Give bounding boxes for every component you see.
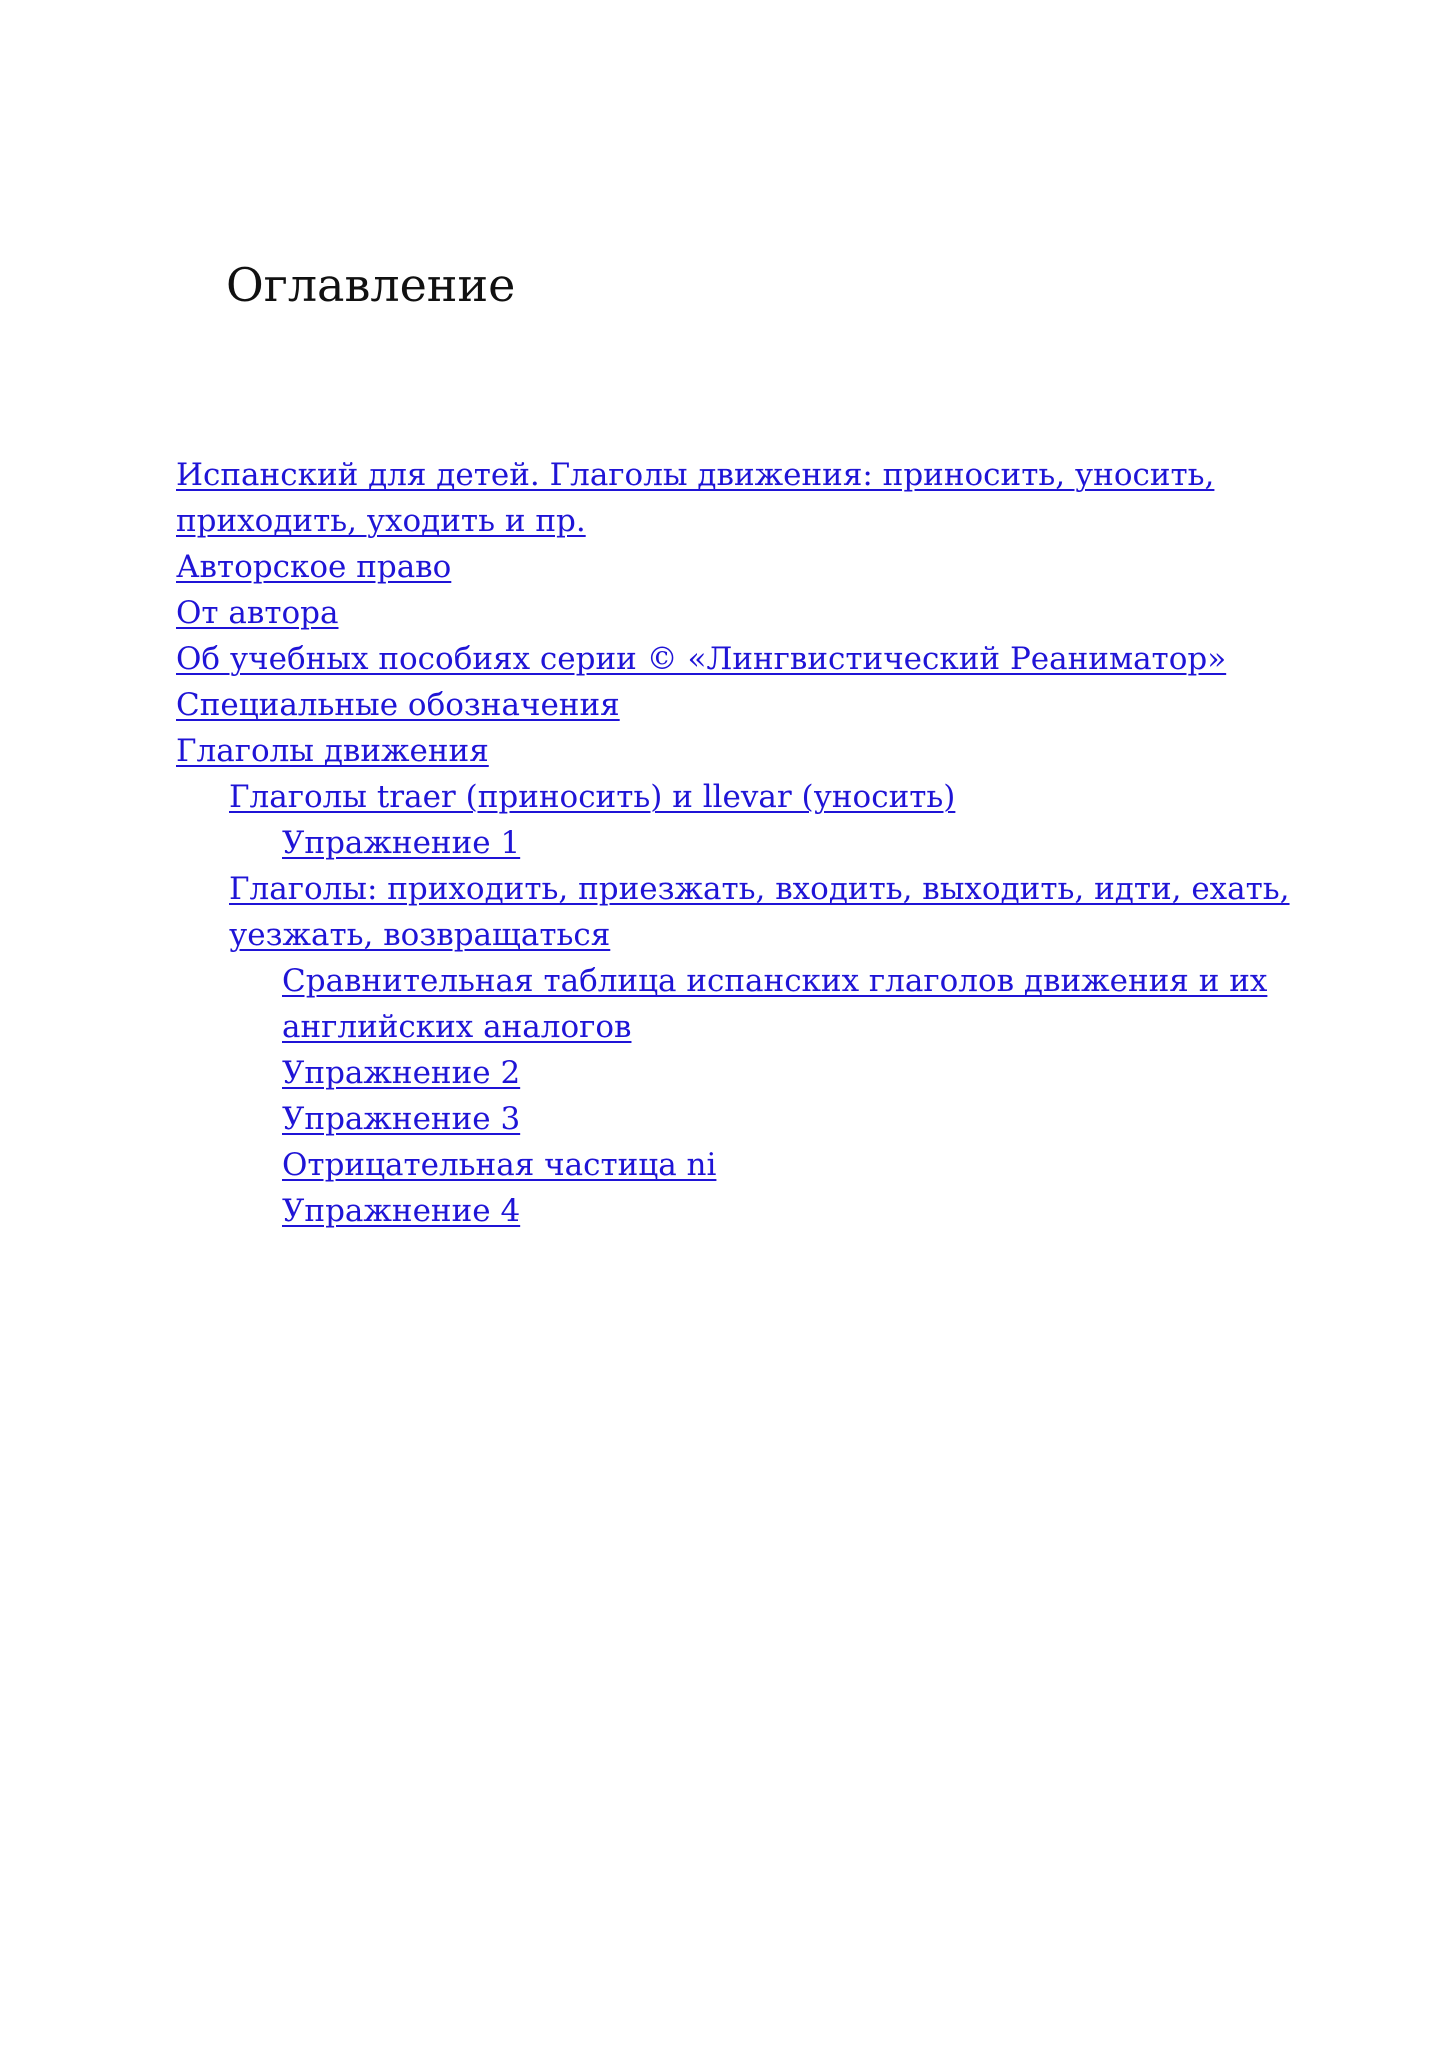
toc-item [176, 958, 1306, 1050]
toc-item [176, 774, 1306, 820]
toc-item [176, 1050, 1306, 1096]
toc-item [176, 820, 1306, 866]
toc-item [176, 452, 1306, 544]
toc-link-special-notation[interactable]: Специальные обозначения [176, 687, 620, 723]
toc-link-exercise-2[interactable]: Упражнение 2 [282, 1055, 521, 1091]
toc-item [176, 728, 1306, 774]
toc-link-exercise-1[interactable]: Упражнение 1 [282, 825, 521, 861]
toc-link-traer-llevar[interactable]: Глаголы traer (приносить) и llevar (уносить) [229, 779, 956, 815]
toc-item [176, 590, 1306, 636]
toc-item [176, 1188, 1306, 1234]
toc-item [176, 682, 1306, 728]
toc-item [176, 1142, 1306, 1188]
toc-title: Оглавление [226, 258, 516, 312]
toc-link-verbs-come-go[interactable]: Глаголы: приходить, приезжать, входить, выходить, идти, ехать, уезжать, возвращаться [229, 871, 1290, 953]
toc-item [176, 636, 1306, 682]
toc-link-copyright[interactable]: Авторское право [176, 549, 452, 585]
toc-link-book-title[interactable]: Испанский для детей. Глаголы движения: приносить, уносить, приходить, уходить и пр. [176, 457, 1215, 539]
toc-link-exercise-3[interactable]: Упражнение 3 [282, 1101, 521, 1137]
toc-link-particle-ni[interactable]: Отрицательная частица ni [282, 1147, 717, 1183]
toc-item [176, 544, 1306, 590]
toc-item [176, 1096, 1306, 1142]
toc-link-from-author[interactable]: От автора [176, 595, 339, 631]
toc-list [176, 452, 1306, 1234]
toc-link-motion-verbs[interactable]: Глаголы движения [176, 733, 489, 769]
toc-item [176, 866, 1306, 958]
toc-link-about-series[interactable]: Об учебных пособиях серии © «Лингвистический Реаниматор» [176, 641, 1227, 677]
toc-link-comparison-table[interactable]: Сравнительная таблица испанских глаголов движения и их английских аналогов [282, 963, 1268, 1045]
toc-link-exercise-4[interactable]: Упражнение 4 [282, 1193, 521, 1229]
